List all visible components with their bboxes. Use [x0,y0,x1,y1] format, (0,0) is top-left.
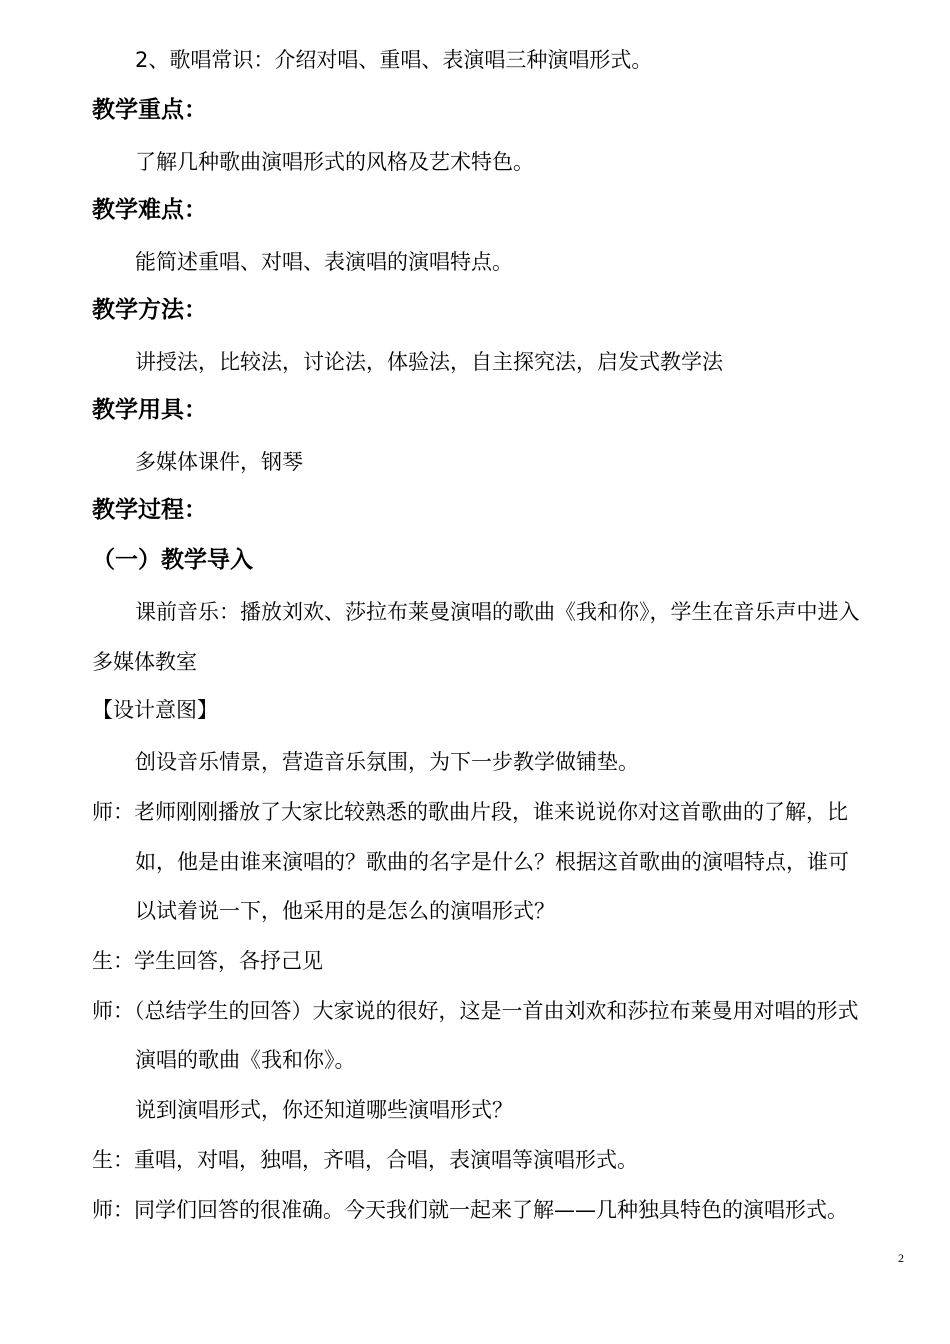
teacher-closing-line: 师：同学们回答的很准确。今天我们就一起来了解——几种独具特色的演唱形式。 [92,1198,848,1222]
teaching-tools-text: 多媒体课件，钢琴 [135,450,303,474]
teacher-summary-line-1: 师：（总结学生的回答）大家说的很好，这是一首由刘欢和莎拉布莱曼用对唱的形式 [92,999,859,1023]
teacher-question-line: 说到演唱形式，你还知道哪些演唱形式？ [135,1098,513,1122]
design-intent-text: 创设音乐情景，营造音乐氛围，为下一步教学做铺垫。 [135,750,639,774]
heading-teaching-methods: 教学方法： [92,297,207,323]
student-line-1: 生：学生回答，各抒己见 [92,949,323,973]
heading-key-points: 教学重点： [92,97,207,123]
pre-class-music-line-2: 多媒体教室 [92,650,197,674]
heading-teaching-process: 教学过程： [92,497,207,523]
teacher-summary-line-2: 演唱的歌曲《我和你》。 [135,1048,356,1072]
teaching-methods-text: 讲授法，比较法，讨论法，体验法，自主探究法，启发式教学法 [135,350,723,374]
design-intent-label: 【设计意图】 [92,698,218,722]
teacher-line-2: 如，他是由谁来演唱的？歌曲的名字是什么？根据这首歌曲的演唱特点，谁可 [135,850,849,874]
teacher-line-1: 师：老师刚刚播放了大家比较熟悉的歌曲片段，谁来说说你对这首歌曲的了解，比 [92,800,848,824]
pre-class-music-line-1: 课前音乐：播放刘欢、莎拉布莱曼演唱的歌曲《我和你》，学生在音乐声中进入 [135,600,860,624]
teacher-line-3: 以试着说一下，他采用的是怎么的演唱形式？ [135,899,555,923]
heading-teaching-tools: 教学用具： [92,397,207,423]
difficult-points-text: 能简述重唱、对唱、表演唱的演唱特点。 [135,250,513,274]
section-introduction-heading: （一）教学导入 [92,547,253,573]
student-line-2: 生：重唱，对唱，独唱，齐唱，合唱，表演唱等演唱形式。 [92,1148,638,1172]
common-knowledge-item: 2、歌唱常识：介绍对唱、重唱、表演唱三种演唱形式。 [135,48,653,72]
page-number: 2 [898,1251,904,1265]
key-points-text: 了解几种歌曲演唱形式的风格及艺术特色。 [135,150,534,174]
heading-difficult-points: 教学难点： [92,197,207,223]
